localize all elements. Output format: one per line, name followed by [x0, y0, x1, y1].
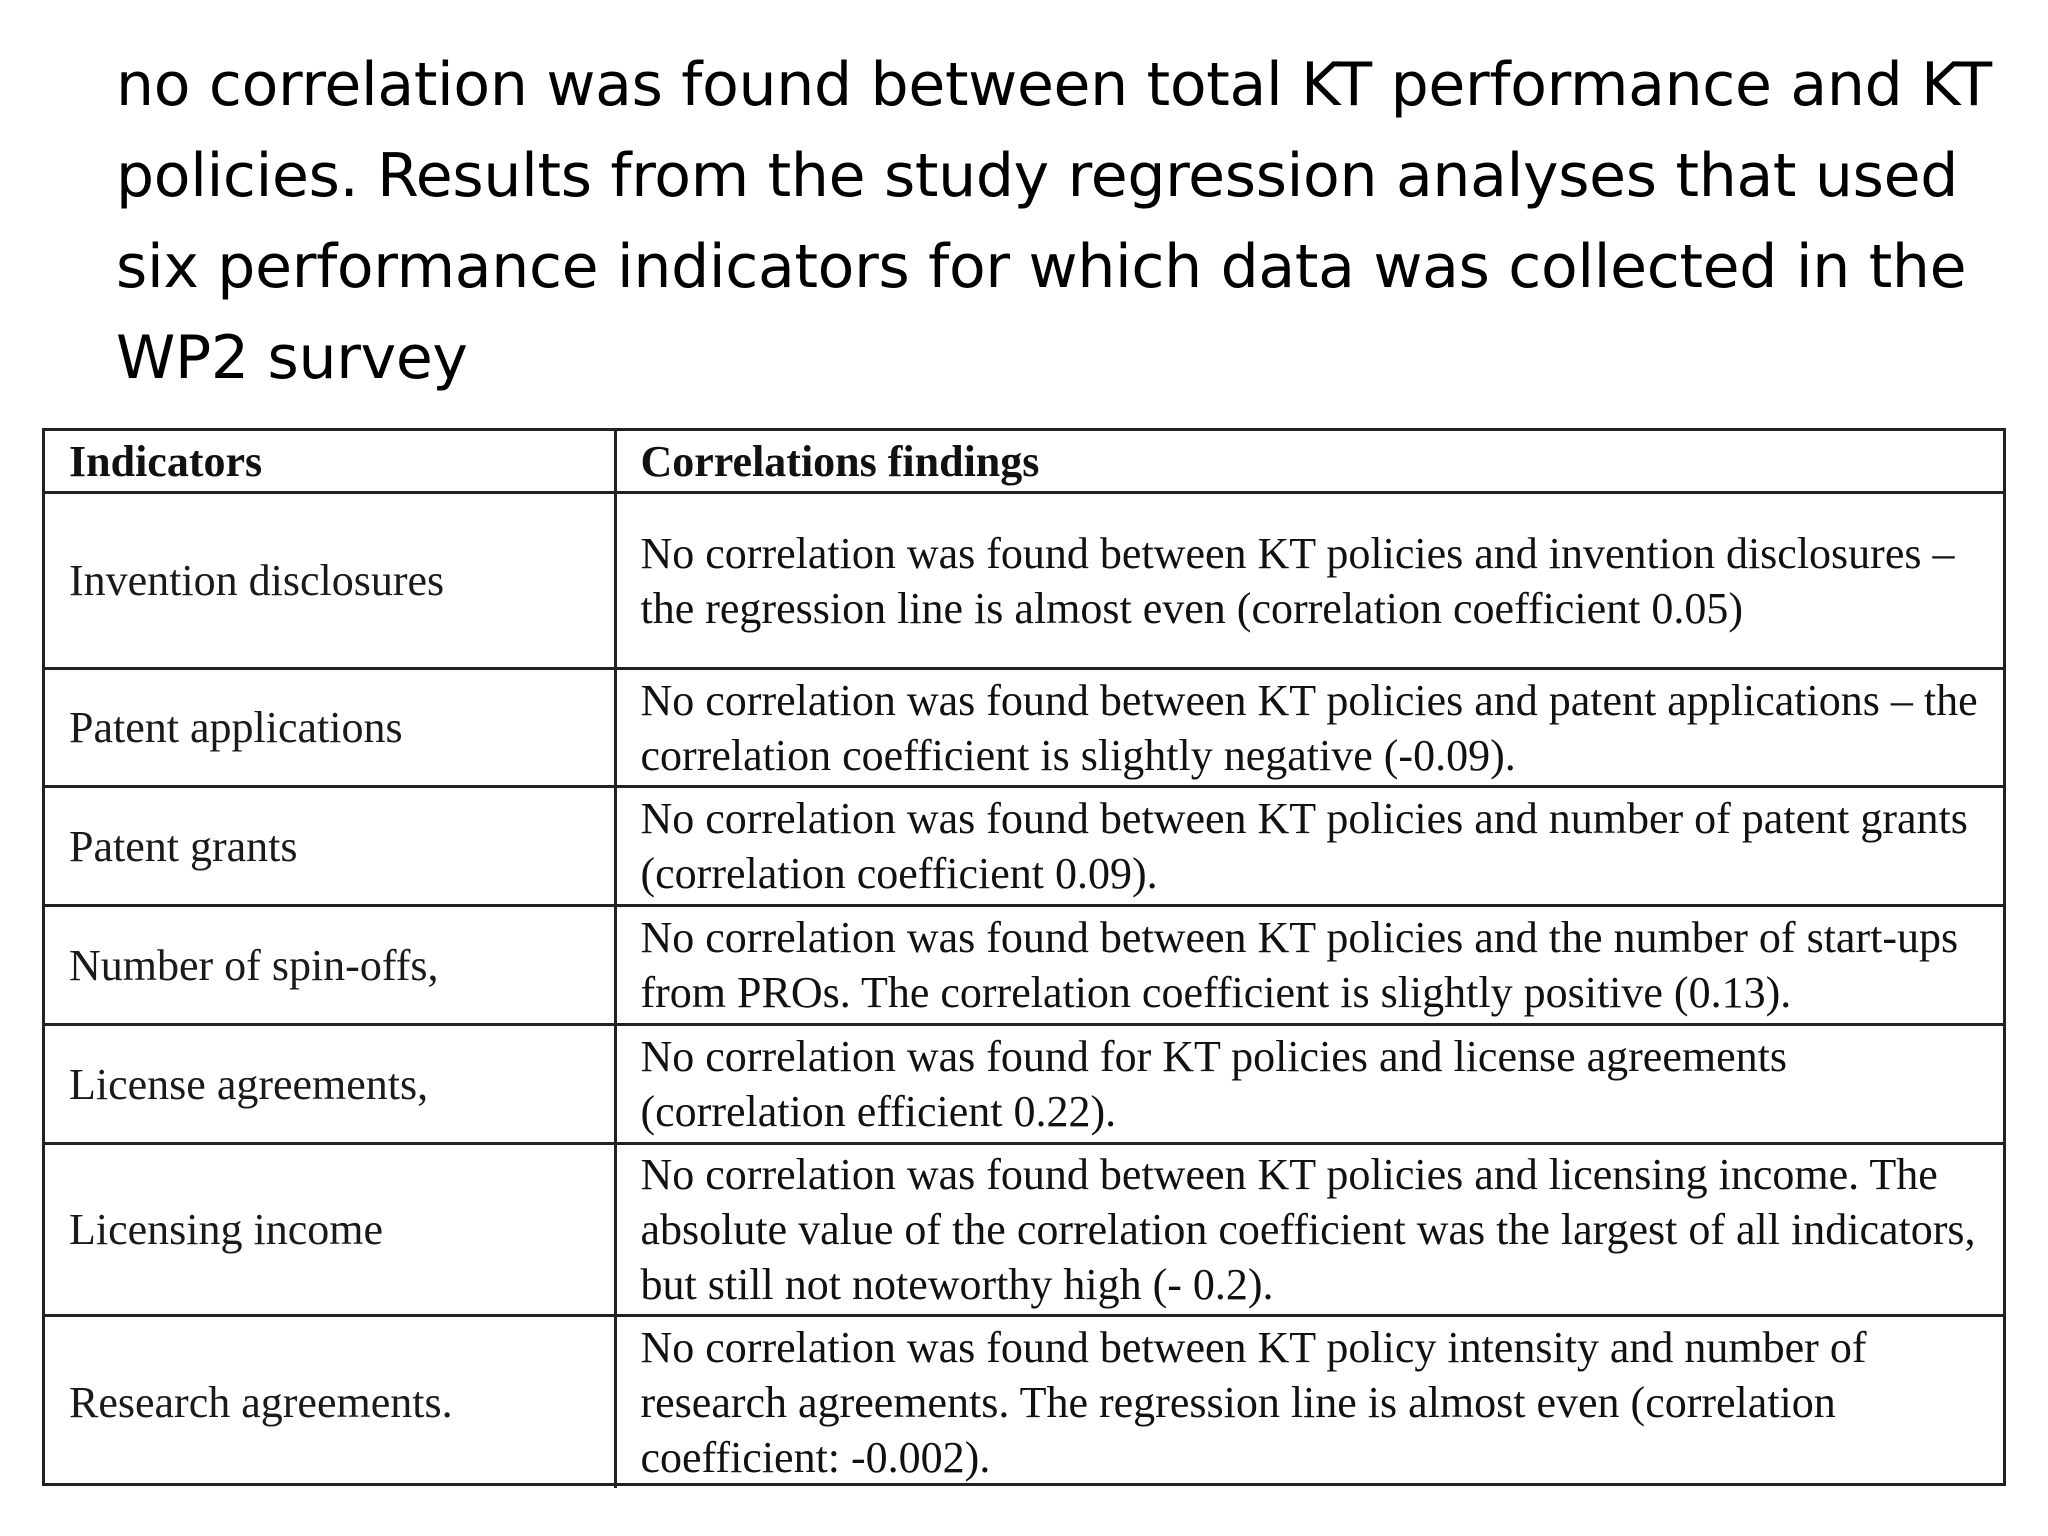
intro-paragraph: no correlation was found between total KT performance and KT policies. Results from the study regression analyses that used six performance indicators for which data was collected in the WP2 survey [116, 50, 1992, 393]
indicator-cell: Invention disclosures [45, 493, 615, 669]
correlations-table [45, 431, 2003, 1488]
finding-cell: No correlation was found between KT policies and the number of start-ups from PROs. The correlation coefficient is slightly positive (0.13). [615, 906, 2003, 1025]
finding-cell: No correlation was found between KT policies and number of patent grants (correlation coefficient 0.09). [615, 787, 2003, 906]
correlations-table-frame [42, 428, 2006, 1486]
table-row [45, 787, 2003, 906]
table-row [45, 1025, 2003, 1144]
finding-cell: No correlation was found between KT policies and invention disclosures – the regression line is almost even (correlation coefficient 0.05) [615, 493, 2003, 669]
indicator-cell: Patent grants [45, 787, 615, 906]
finding-cell: No correlation was found between KT policies and licensing income. The absolute value of the correlation coefficient was the largest of all indicators, but still not noteworthy high (- 0.2). [615, 1144, 2003, 1316]
table-row [45, 669, 2003, 787]
finding-cell: No correlation was found for KT policies and license agreements (correlation efficient 0.22). [615, 1025, 2003, 1144]
indicator-cell: Licensing income [45, 1144, 615, 1316]
table-row [45, 1144, 2003, 1316]
header-indicators: Indicators [45, 431, 615, 493]
indicator-cell: Patent applications [45, 669, 615, 787]
table-header-row [45, 431, 2003, 493]
finding-cell: No correlation was found between KT policies and patent applications – the correlation coefficient is slightly negative (-0.09). [615, 669, 2003, 787]
table-row [45, 1316, 2003, 1488]
indicator-cell: Research agreements. [45, 1316, 615, 1488]
table-row [45, 906, 2003, 1025]
indicator-cell: Number of spin-offs, [45, 906, 615, 1025]
indicator-cell: License agreements, [45, 1025, 615, 1144]
table-row [45, 493, 2003, 669]
header-correlations-findings: Correlations findings [615, 431, 2003, 493]
finding-cell: No correlation was found between KT policy intensity and number of research agreements. The regression line is almost even (correlation coefficient: -0.002). [615, 1316, 2003, 1488]
